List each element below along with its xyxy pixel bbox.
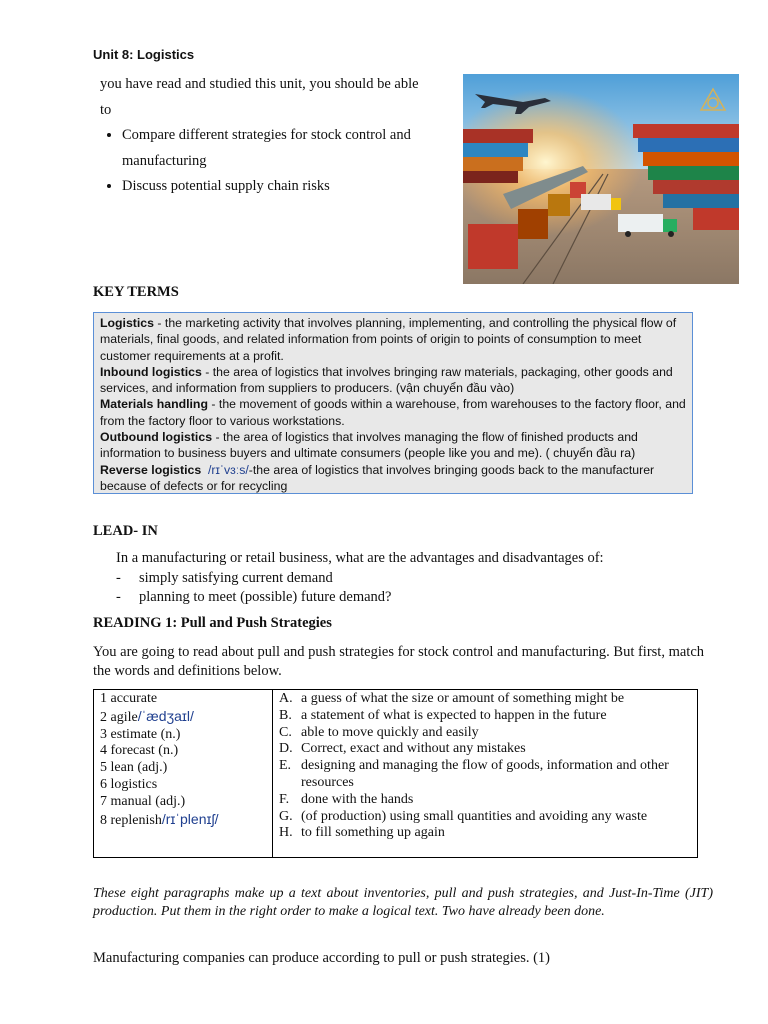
definitions-column — [273, 690, 698, 858]
term-name: Outbound logistics — [100, 430, 213, 445]
word-item: 3 estimate (n.) — [100, 726, 181, 742]
lead-in-options — [116, 569, 391, 606]
word-item: 8 replenish/rɪˈplenɪʃ/ — [100, 810, 219, 828]
lead-in-question: In a manufacturing or retail business, what are the advantages and disadvantages of: — [116, 550, 604, 566]
definition-item: D. Correct, exact and without any mistakes — [279, 741, 526, 757]
key-term-item: Logistics - the marketing activity that involves planning, implementing, and controlling the physical flow of materials, final goods, and related information from points of origin to points of consumption to meet customer requirements at a profit. — [100, 316, 677, 363]
term-pronunciation: /rɪˈvɜːs/ — [208, 462, 249, 477]
matching-table — [93, 689, 698, 858]
definition-item: C. able to move quickly and easily — [279, 724, 479, 740]
key-term-item: Outbound logistics - the area of logistics that involves managing the flow of finished products and information to business buyers and ultimate consumers (people like you and me). ( chuyển đầu ra) — [100, 430, 638, 461]
logistics-photo — [463, 74, 739, 284]
objectives-intro: you have read and studied this unit, you should be able to — [100, 76, 419, 118]
definition-item: B. a statement of what is expected to happen in the future — [279, 707, 607, 723]
term-name: Inbound logistics — [100, 364, 202, 379]
objective-item: • Discuss potential supply chain risks — [122, 174, 450, 200]
word-item: 6 logistics — [100, 776, 158, 792]
word-item: 7 manual (adj.) — [100, 793, 186, 809]
word-item: 4 forecast (n.) — [100, 743, 179, 759]
reading-heading: READING 1: Pull and Push Strategies — [93, 615, 332, 631]
objectives-list — [100, 123, 450, 200]
objective-item: • Compare different strategies for stock control and manufacturing — [122, 123, 450, 174]
lead-in-heading: LEAD- IN — [93, 523, 158, 539]
port-illustration — [463, 74, 739, 284]
learning-objectives — [100, 72, 450, 200]
words-column — [94, 690, 273, 858]
definition-item: H. to fill something up again — [279, 825, 445, 841]
lead-in-option: - planning to meet (possible) future demand? — [116, 588, 392, 605]
unit-title: Unit 8: Logistics — [93, 47, 195, 62]
reading-instruction: You are going to read about pull and push strategies for stock control and manufacturing. But first, match the words and definitions below. — [93, 644, 705, 679]
key-terms-box — [93, 312, 693, 494]
word-pronunciation: /ˈædʒaɪl/ — [137, 707, 194, 724]
definition-item: A. a guess of what the size or amount of something might be — [279, 691, 625, 706]
term-name: Logistics — [100, 316, 154, 330]
definition-item: F. done with the hands — [279, 791, 414, 807]
word-item: 2 agile/ˈædʒaɪl/ — [100, 707, 194, 725]
key-term-item: Inbound logistics - the area of logistics that involves bringing raw materials, packaging, other goods and services, and information from suppliers to producers. (vận chuyển đầu vào) — [100, 364, 673, 396]
key-term-item: Reverse logistics /rɪˈvɜːs/-the area of logistics that involves bringing goods back to the manufacturer because of defects or for recycling — [100, 462, 655, 493]
ordering-instruction: These eight paragraphs make up a text about inventories, pull and push strategies, and Just-In-Time (JIT) production. Put them in the right order to make a logical text. Two have already been done. — [93, 886, 713, 919]
word-pronunciation: /rɪˈplenɪʃ/ — [161, 810, 219, 827]
definition-item: G. (of production) using small quantities and avoiding any waste — [279, 808, 648, 824]
definition-item: E. designing and managing the flow of goods, information and other resources — [279, 758, 669, 790]
key-term-item: Materials handling - the movement of goods within a warehouse, from warehouses to the factory floor, and from the factory floor to various workstations. — [100, 397, 686, 428]
lead-in-option: - simply satisfying current demand — [116, 570, 333, 586]
term-name: Materials handling — [100, 397, 208, 412]
word-item: 1 accurate — [100, 691, 158, 706]
key-terms-heading: KEY TERMS — [93, 284, 179, 300]
first-paragraph: Manufacturing companies can produce according to pull or push strategies. (1) — [93, 950, 551, 966]
word-item: 5 lean (adj.) — [100, 760, 168, 776]
term-name: Reverse logistics — [100, 462, 202, 477]
